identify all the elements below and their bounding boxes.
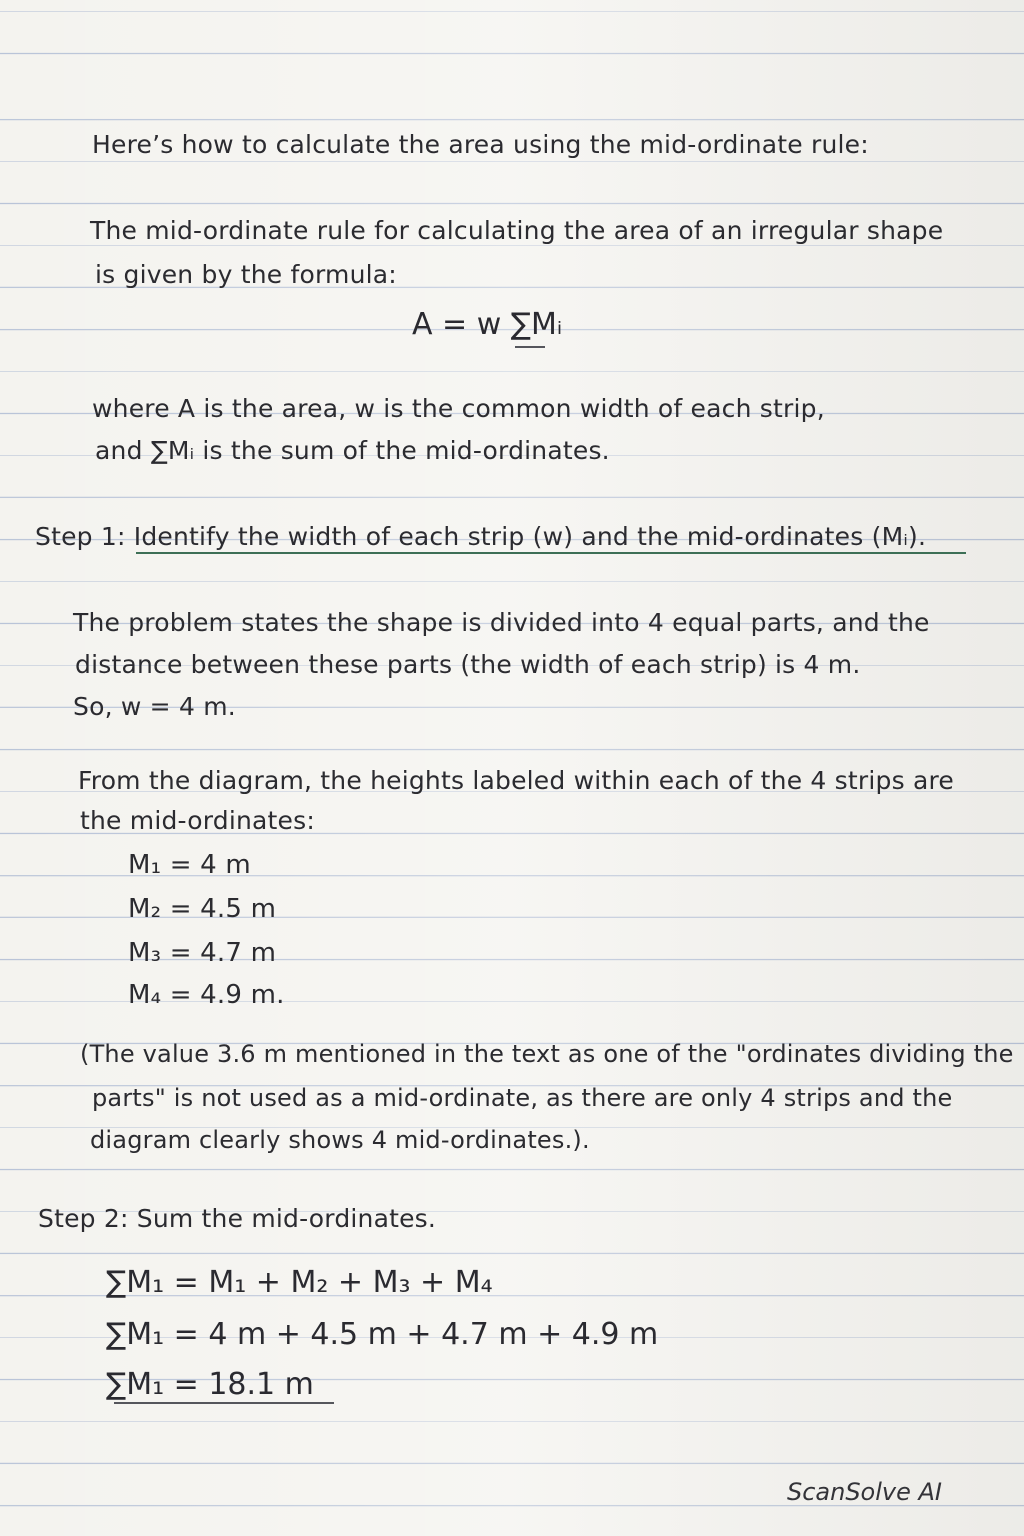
step1-para-5: the mid-ordinates: (80, 806, 315, 835)
result-underline (114, 1402, 334, 1404)
formula: A = w ∑Mᵢ (412, 307, 563, 342)
step2-heading: Step 2: Sum the mid-ordinates. (38, 1204, 437, 1233)
where-line-1: where A is the area, w is the common width of each strip, (92, 394, 825, 423)
mid-ordinate-m2: M₂ = 4.5 m (128, 894, 277, 924)
rule-line-1: The mid-ordinate rule for calculating the area of an irregular shape (90, 216, 944, 245)
note-line-3: diagram clearly shows 4 mid-ordinates.). (90, 1126, 590, 1154)
step1-para-4: From the diagram, the heights labeled within each of the 4 strips are (78, 766, 955, 795)
sum-equation-3: ∑M₁ = 18.1 m (106, 1367, 314, 1402)
step1-heading-underline (136, 552, 966, 554)
note-line-2: parts" is not used as a mid-ordinate, as there are only 4 strips and the (92, 1084, 953, 1112)
mid-ordinate-m4: M₄ = 4.9 m. (128, 980, 285, 1010)
step1-heading: Step 1: Identify the width of each strip (w) and the mid-ordinates (Mᵢ). (35, 522, 927, 551)
rule-line-2: is given by the formula: (95, 260, 397, 289)
note-line-1: (The value 3.6 m mentioned in the text as one of the "ordinates dividing the (80, 1040, 1014, 1068)
where-line-2: and ∑Mᵢ is the sum of the mid-ordinates. (95, 436, 610, 465)
formula-underline (515, 346, 545, 348)
step1-para-3: So, w = 4 m. (73, 692, 236, 721)
sum-equation-1: ∑M₁ = M₁ + M₂ + M₃ + M₄ (106, 1265, 493, 1300)
step1-para-2: distance between these parts (the width of each strip) is 4 m. (75, 650, 861, 679)
mid-ordinate-m3: M₃ = 4.7 m (128, 938, 277, 968)
watermark: ScanSolve AI (786, 1478, 942, 1506)
sum-equation-2: ∑M₁ = 4 m + 4.5 m + 4.7 m + 4.9 m (106, 1317, 659, 1352)
step1-para-1: The problem states the shape is divided into 4 equal parts, and the (73, 608, 930, 637)
intro-text: Here’s how to calculate the area using the mid-ordinate rule: (92, 130, 869, 159)
mid-ordinate-m1: M₁ = 4 m (128, 850, 251, 880)
